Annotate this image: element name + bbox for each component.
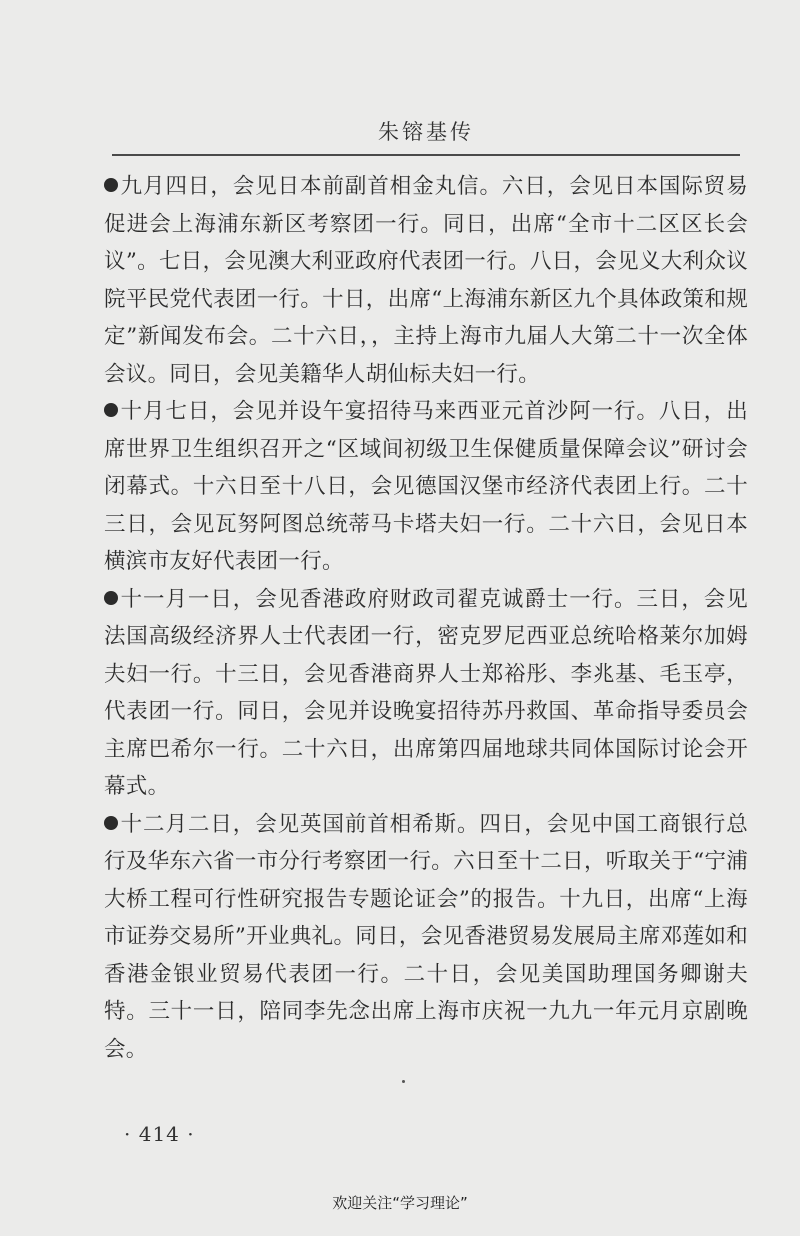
bullet-icon [104, 403, 118, 417]
chronology-entry-october [104, 393, 748, 581]
entry-text: 十月七日，会见并设午宴招待马来西亚元首沙阿一行。八日，出席世界卫生组织召开之“区域间初级卫生保健质量保障会议”研讨会闭幕式。十六日至十八日，会见德国汉堡市经济代表团上行。二十三日，会见瓦努阿图总统蒂马卡塔夫妇一行。二十六日，会见日本横滨市友好代表团一行。 [104, 399, 748, 574]
watermark-caption: 欢迎关注“学习理论” [332, 1194, 468, 1212]
bullet-icon [104, 178, 118, 192]
page-number: · 414 · [124, 1122, 195, 1146]
chronology-entry-november [104, 581, 748, 806]
header-rule [112, 154, 740, 156]
page-body [104, 168, 748, 1068]
chronology-entry-december [104, 806, 748, 1069]
print-speck [402, 1080, 405, 1083]
page-header [112, 112, 740, 156]
entry-text: 十一月一日，会见香港政府财政司翟克诚爵士一行。三日，会见法国高级经济界人士代表团一行，密克罗尼西亚总统哈格莱尔加姆夫妇一行。十三日，会见香港商界人士郑裕彤、李兆基、毛玉亭，代表团一行。同日，会见并设晚宴招待苏丹救国、革命指导委员会主席巴希尔一行。二十六日，出席第四届地球共同体国际讨论会开幕式。 [104, 586, 748, 799]
entry-text: 十二月二日，会见英国前首相希斯。四日，会见中国工商银行总行及华东六省一市分行考察团一行。六日至十二日，听取关于“宁浦大桥工程可行性研究报告专题论证会”的报告。十九日，出席“上海市证券交易所”开业典礼。同日，会见香港贸易发展局主席邓莲如和香港金银业贸易代表团一行。二十日，会见美国助理国务卿谢夫特。三十一日，陪同李先念出席上海市庆祝一九九一年元月京剧晚会。 [104, 811, 748, 1062]
bullet-icon [104, 591, 118, 605]
bullet-icon [104, 816, 118, 830]
chronology-entry-september [104, 168, 748, 393]
running-title: 朱镕基传 [378, 120, 474, 144]
entry-text: 九月四日，会见日本前副首相金丸信。六日，会见日本国际贸易促进会上海浦东新区考察团一行。同日，出席“全市十二区区长会议”。七日，会见澳大利亚政府代表团一行。八日，会见义大利众议院平民党代表团一行。十日，出席“上海浦东新区九个具体政策和规定”新闻发布会。二十六日，，主持上海市九届人大第二十一次全体会议。同日，会见美籍华人胡仙标夫妇一行。 [104, 174, 748, 387]
